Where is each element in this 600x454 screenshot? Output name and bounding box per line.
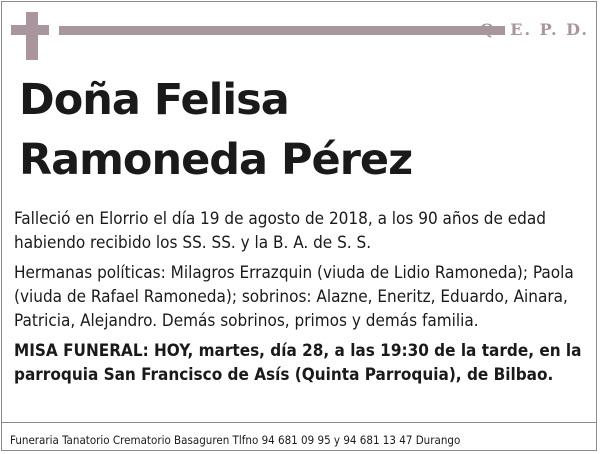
name-line-1: Doña Felisa [19, 75, 289, 125]
footer [0, 422, 598, 452]
funeral-mass-paragraph: MISA FUNERAL: HOY, martes, día 28, a las 19:30 de la tarde, en la parroquia San Francisco de Asís (Quinta Parroquia), de Bilbao. [14, 341, 582, 385]
footer-divider [1, 422, 597, 423]
family-paragraph: Hermanas políticas: Milagros Errazquin (viuda de Lidio Ramoneda); Paola (viuda de Rafael Ramoneda); sobrinos: Alazne, Eneritz, Eduardo, Ainara, Patricia, Alejandro. Demás sobrinos, primos y demás familia. [14, 263, 574, 331]
qepd-label: Q. E. P. D. [479, 20, 589, 39]
deceased-name [19, 70, 412, 190]
name-line-2: Ramoneda Pérez [19, 135, 413, 185]
cross-icon [11, 12, 49, 60]
death-notice-paragraph: Falleció en Elorrio el día 19 de agosto de 2018, a los 90 años de edad habiendo recibido los SS. SS. y la B. A. de S. S. [14, 209, 546, 253]
header-rule [59, 26, 505, 35]
funeral-home-info: Funeraria Tanatorio Crematorio Basaguren Tlfno 94 681 09 95 y 94 681 13 47 Durango [10, 433, 461, 447]
obituary-body [14, 207, 589, 393]
